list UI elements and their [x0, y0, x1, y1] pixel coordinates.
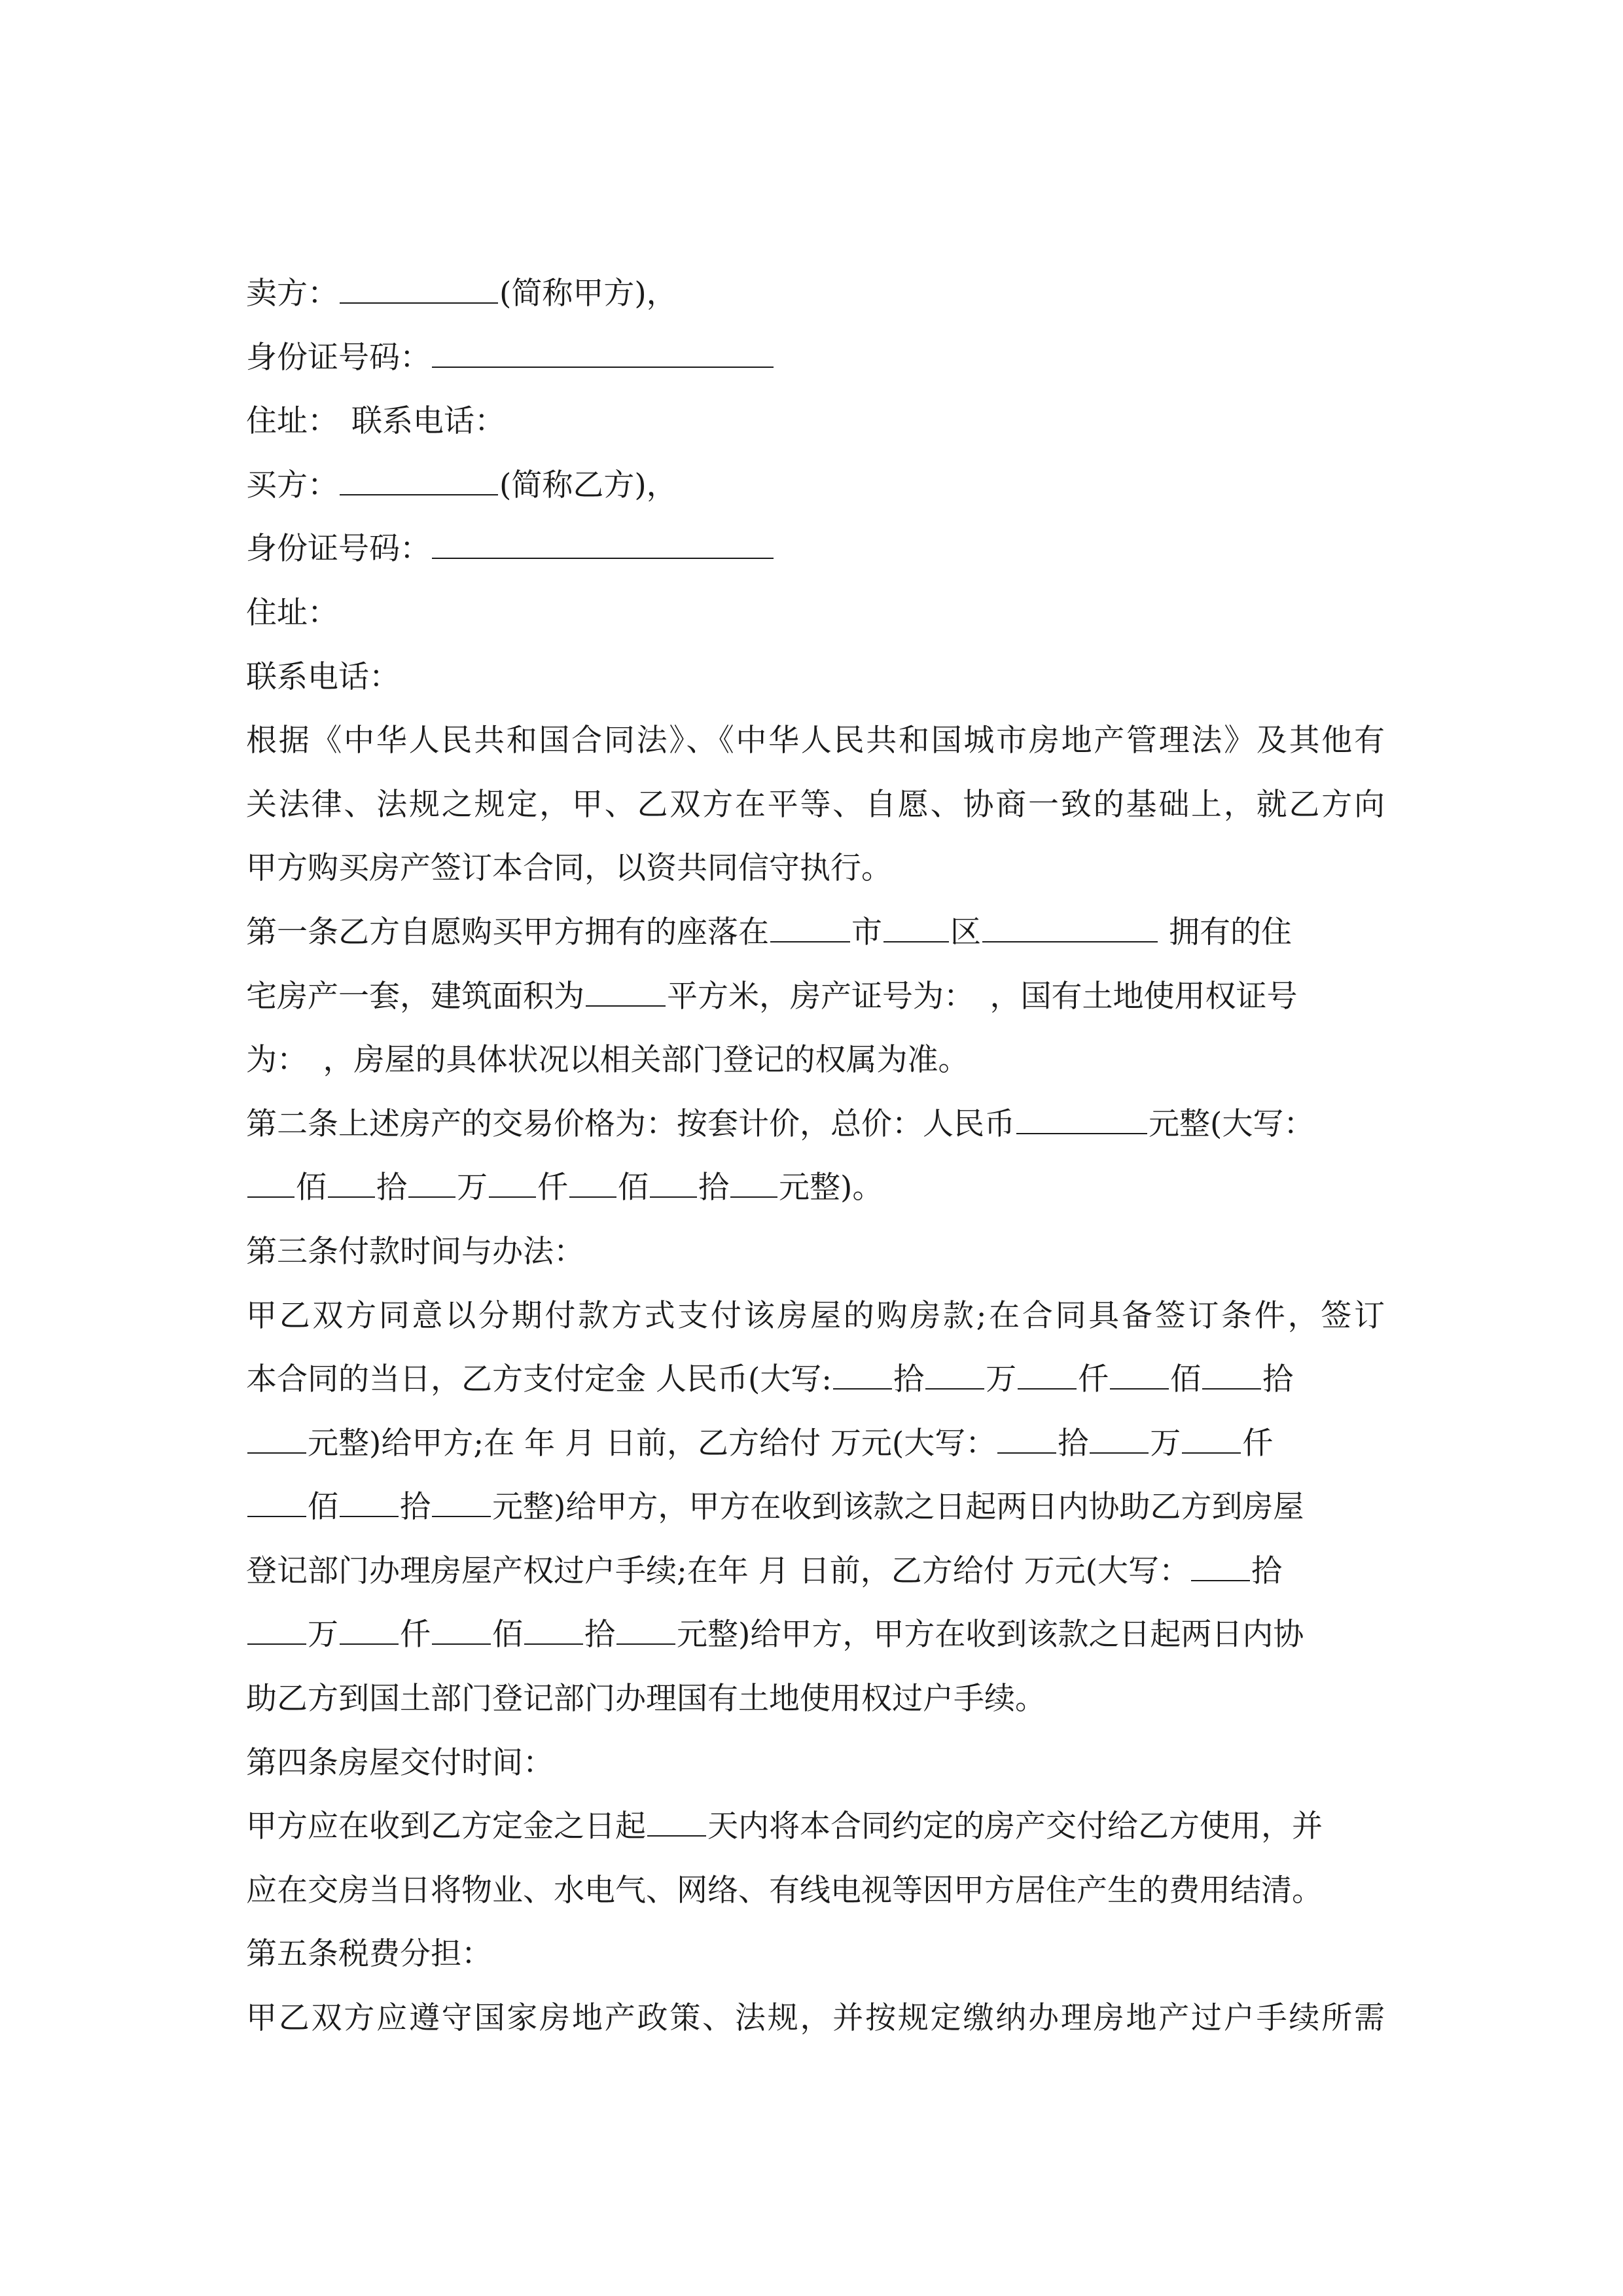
article-2-line-1 [246, 1092, 1385, 1157]
unit-qian: 仟 [400, 1617, 431, 1653]
pay2-wan-blank[interactable] [247, 1620, 306, 1645]
price-wan-blank[interactable] [408, 1173, 455, 1198]
pay1-shi-blank[interactable] [997, 1429, 1056, 1454]
price-yuan-blank[interactable] [730, 1173, 777, 1198]
buyer-line [246, 454, 1385, 518]
seller-id-line [246, 326, 1385, 390]
article-3-title: 第三条付款时间与办法： [246, 1233, 584, 1270]
city-label: 市 [851, 914, 882, 950]
seller-address-label: 住址： [246, 403, 338, 440]
deposit-text: 本合同的当日，乙方支付定金 人民币(大写: [246, 1361, 832, 1398]
article-5-line-1: 甲乙双方应遵守国家房地产政策、法规，并按规定缴纳办理房地产过户手续所需 [246, 2000, 1385, 2037]
pay1-wan-blank[interactable] [1090, 1429, 1149, 1454]
buyer-phone-line [246, 645, 1385, 709]
article-3-line-7: 助乙方到国土部门登记部门办理国有土地使用权过户手续。 [246, 1681, 1046, 1717]
buyer-address-line [246, 581, 1385, 645]
unit-shi: 拾 [1251, 1552, 1282, 1589]
pay1-shi2-blank[interactable] [340, 1492, 399, 1517]
unit-qian: 仟 [1078, 1361, 1109, 1398]
delivery-days-blank[interactable] [647, 1812, 706, 1837]
pay2-shi2-blank[interactable] [524, 1620, 583, 1645]
article-3-line-1: 甲乙双方同意以分期付款方式支付该房屋的购房款;在合同具备签订条件，签订 [246, 1297, 1385, 1334]
article-2-text-tail: 元整(大写： [1149, 1105, 1315, 1142]
pay1-bai-blank[interactable] [247, 1492, 306, 1517]
unit-wan: 万 [457, 1170, 488, 1206]
preamble-line-1: 根据《中华人民共和国合同法》、《中华人民共和国城市房地产管理法》及其他有 [246, 723, 1385, 759]
price-shi2-blank[interactable] [650, 1173, 697, 1198]
pay1-qian-blank[interactable] [1182, 1429, 1241, 1454]
article-4-line-2: 应在交房当日将物业、水电气、网络、有线电视等因甲方居住产生的费用结清。 [246, 1872, 1323, 1909]
unit-qian: 仟 [537, 1170, 568, 1206]
unit-bai: 佰 [492, 1617, 523, 1653]
buyer-phone-label: 联系电话： [246, 658, 400, 695]
article-3-line-5 [246, 1539, 1385, 1604]
price-shi-blank[interactable] [328, 1173, 375, 1198]
article-3-line-4 [246, 1475, 1385, 1539]
unit-bai: 佰 [308, 1489, 338, 1526]
city-blank[interactable] [770, 918, 850, 942]
unit-shi: 拾 [1262, 1361, 1294, 1398]
contract-body [246, 262, 1385, 2051]
deposit-shi2-blank[interactable] [1202, 1365, 1261, 1390]
article-1-area-text: 宅房产一套，建筑面积为 [246, 978, 584, 1014]
district-label: 区 [950, 914, 981, 950]
pay2-bai-blank[interactable] [432, 1620, 491, 1645]
seller-id-label: 身份证号码： [246, 339, 431, 376]
unit-shi: 拾 [584, 1617, 615, 1653]
pay2-yuan-blank[interactable] [616, 1620, 675, 1645]
pay2-shi-blank[interactable] [1191, 1556, 1250, 1581]
preamble-line-2: 关法律、法规之规定，甲、乙双方在平等、自愿、协商一致的基础上，就乙方向 [246, 786, 1385, 823]
article-1-line-3: 为： ，房屋的具体状况以相关部门登记的权属为准。 [246, 1042, 969, 1079]
first-payment-text: 元整)给甲方;在 年 月 日前，乙方给付 万元(大写： [308, 1425, 997, 1462]
article-3-line-6 [246, 1603, 1385, 1667]
article-4-line-1 [246, 1795, 1385, 1859]
deposit-wan-blank[interactable] [925, 1365, 984, 1390]
seller-line [246, 262, 1385, 326]
first-payment-tail: 元整)给甲方，甲方在收到该款之日起两日内协助乙方到房屋 [492, 1489, 1304, 1526]
second-payment-tail: 元整)给甲方，甲方在收到该款之日起两日内协 [677, 1617, 1304, 1653]
price-blank[interactable] [1016, 1109, 1147, 1134]
buyer-id-label: 身份证号码： [246, 531, 431, 567]
buyer-address-label: 住址： [246, 594, 338, 631]
seller-phone-label: 联系电话： [351, 403, 505, 440]
unit-shi: 拾 [1058, 1425, 1089, 1462]
deposit-bai-blank[interactable] [1110, 1365, 1169, 1390]
price-bai-blank[interactable] [247, 1173, 294, 1198]
article-1-line-2 [246, 965, 1385, 1029]
article-3-line-3 [246, 1412, 1385, 1476]
seller-name-blank[interactable] [340, 279, 498, 304]
unit-bai: 佰 [296, 1170, 327, 1206]
unit-shi: 拾 [376, 1170, 407, 1206]
buyer-id-line [246, 517, 1385, 581]
unit-wan: 万 [1150, 1425, 1181, 1462]
buyer-id-blank[interactable] [432, 534, 774, 559]
article-2-line-2 [246, 1156, 1385, 1220]
buyer-suffix: (简称乙方)， [499, 467, 677, 503]
article-1-text: 第一条乙方自愿购买甲方拥有的座落在 [246, 914, 769, 950]
second-payment-text: 登记部门办理房屋产权过户手续;在年 月 日前，乙方给付 万元(大写： [246, 1552, 1190, 1589]
article-5-title: 第五条税费分担： [246, 1936, 492, 1973]
buyer-label: 买方： [246, 467, 338, 503]
delivery-text: 甲方应在收到乙方定金之日起 [246, 1808, 646, 1845]
price-qian-blank[interactable] [489, 1173, 536, 1198]
deposit-shi-blank[interactable] [833, 1365, 892, 1390]
seller-id-blank[interactable] [432, 343, 774, 368]
unit-shi: 拾 [400, 1489, 431, 1526]
pay1-yuan-blank[interactable] [432, 1492, 491, 1517]
article-4-title: 第四条房屋交付时间： [246, 1744, 554, 1781]
article-2-end: 元整)。 [779, 1170, 883, 1206]
unit-wan: 万 [308, 1617, 338, 1653]
article-2-text: 第二条上述房产的交易价格为：按套计价，总价：人民币 [246, 1105, 1015, 1142]
seller-label: 卖方： [246, 276, 338, 312]
article-1-text-tail: 拥有的住 [1159, 914, 1292, 950]
unit-wan: 万 [986, 1361, 1017, 1398]
deposit-yuan-blank[interactable] [247, 1429, 306, 1454]
article-3-line-2 [246, 1348, 1385, 1412]
price-bai2-blank[interactable] [569, 1173, 616, 1198]
seller-contact-line [246, 389, 1385, 454]
delivery-text-tail: 天内将本合同约定的房产交付给乙方使用，并 [707, 1808, 1323, 1845]
unit-qian: 仟 [1242, 1425, 1274, 1462]
deposit-qian-blank[interactable] [1018, 1365, 1077, 1390]
preamble-line-3: 甲方购买房产签订本合同，以资共同信守执行。 [246, 850, 892, 887]
area-blank[interactable] [586, 982, 666, 1007]
seller-suffix: (简称甲方)， [499, 276, 677, 312]
article-1-line-1 [246, 901, 1385, 965]
buyer-name-blank[interactable] [340, 471, 498, 495]
article-1-cert-text: 平方米，房产证号为： ，国有土地使用权证号 [667, 978, 1298, 1014]
district-blank[interactable] [883, 918, 949, 942]
unit-shi: 拾 [698, 1170, 729, 1206]
unit-bai: 佰 [618, 1170, 649, 1206]
unit-bai: 佰 [1170, 1361, 1202, 1398]
pay2-qian-blank[interactable] [340, 1620, 399, 1645]
location-blank[interactable] [982, 918, 1158, 942]
unit-shi: 拾 [893, 1361, 925, 1398]
